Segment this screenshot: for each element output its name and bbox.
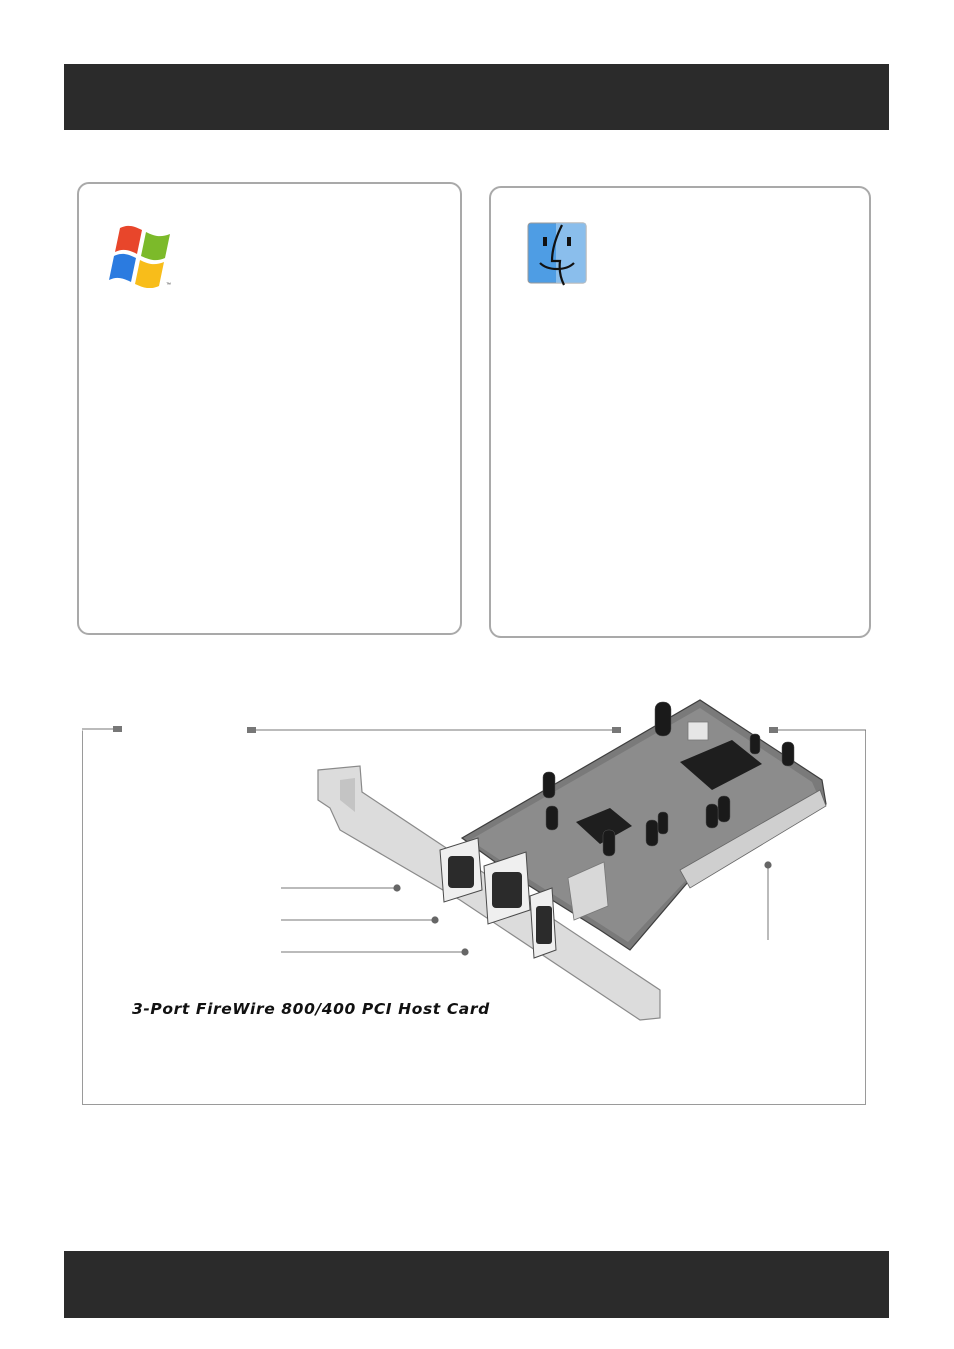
port-callout-1-dot (393, 884, 400, 891)
pci-connector-callout-dot (764, 861, 771, 868)
callout-marker-2 (247, 727, 256, 733)
pci-host-card-photo (318, 700, 826, 1020)
callout-marker-4 (769, 727, 778, 733)
port-callout-3-dot (461, 948, 468, 955)
port-callout-2-dot (431, 916, 438, 923)
footer-bar (64, 1251, 889, 1318)
svg-text:™: ™ (166, 282, 171, 288)
diagram-caption: 3-Port FireWire 800/400 PCI Host Card (132, 1000, 490, 1018)
callout-marker-1 (113, 726, 122, 732)
callout-marker-3 (612, 727, 621, 733)
